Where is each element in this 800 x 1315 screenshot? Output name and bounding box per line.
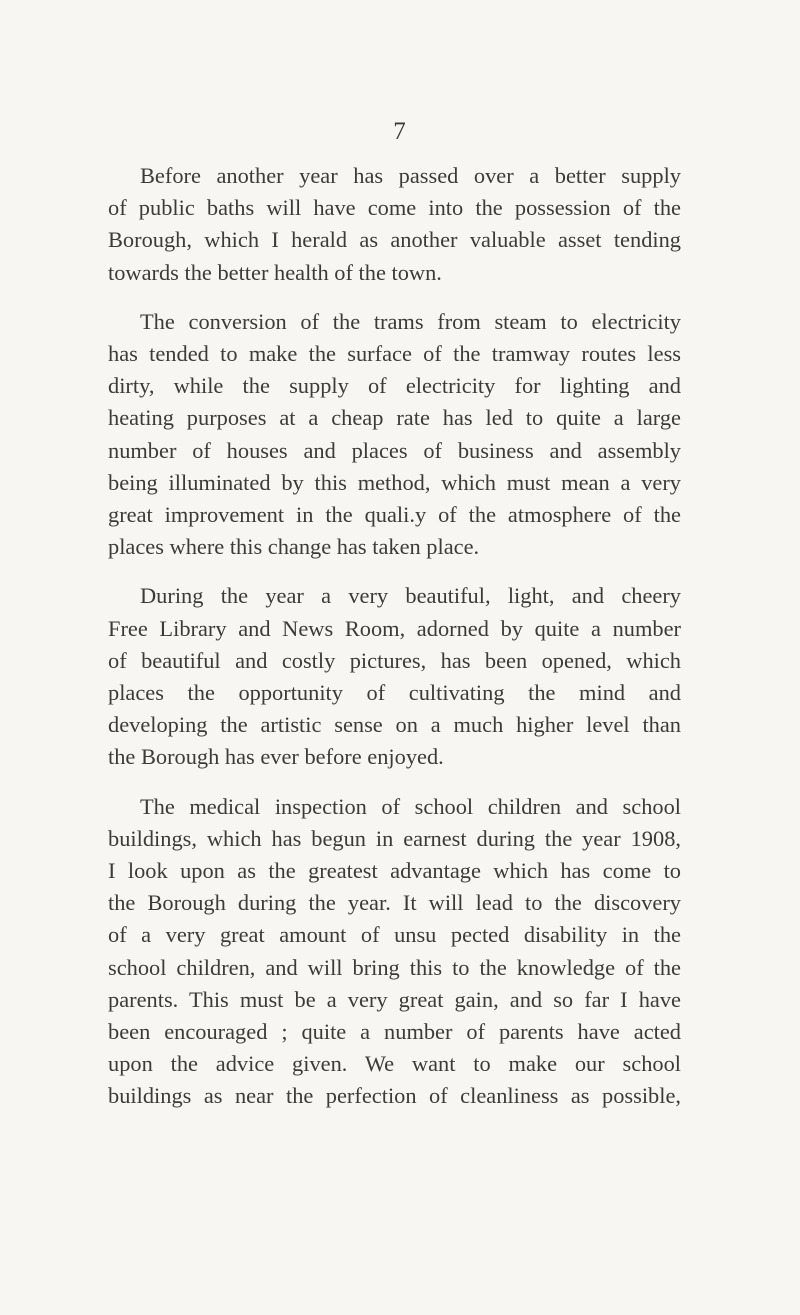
text-line: During the year a very beautiful, light, and cheery (140, 583, 681, 609)
paragraph-medical-inspection (108, 791, 681, 1113)
text-line: Before another year has passed over a better supply (140, 163, 681, 188)
text-line: places where this change has taken place. (108, 534, 480, 560)
text-line: great improvement in the quali.y of the atmosphere of the (108, 502, 681, 528)
text-line: been encouraged ; quite a number of parents have acted (108, 1019, 681, 1045)
page-number: 7 (393, 118, 407, 145)
text-line: school children, and will bring this to the knowledge of the (108, 954, 681, 980)
text-line: places the opportunity of cultivating the mind and (108, 680, 681, 706)
text-line: number of houses and places of business and assembly (108, 437, 681, 463)
text-line: of beautiful and costly pictures, has been opened, which (108, 647, 681, 673)
text-line: The conversion of the trams from steam to electricity (140, 308, 681, 334)
text-line: has tended to make the surface of the tramway routes less (108, 341, 681, 367)
text-line: towards the better health of the town. (108, 259, 442, 285)
text-line: being illuminated by this method, which must mean a very (108, 469, 681, 495)
body-text (108, 160, 681, 1113)
text-line: buildings as near the perfection of cleanliness as possible, (108, 1083, 681, 1109)
text-line: Free Library and News Room, adorned by quite a number (108, 615, 681, 641)
text-line: heating purposes at a cheap rate has led to quite a large (108, 405, 681, 431)
text-line: Borough, which I herald as another valuable asset tending (108, 227, 681, 253)
text-line: I look upon as the greatest advantage which has come to (108, 858, 681, 884)
text-line: buildings, which has begun in earnest during the year 1908, (108, 825, 681, 851)
text-line: The medical inspection of school children and school (140, 793, 681, 819)
text-line: the Borough has ever before enjoyed. (108, 744, 444, 770)
paragraph-free-library (108, 580, 681, 773)
paragraph-public-baths (108, 160, 681, 289)
text-line: upon the advice given. We want to make our school (108, 1051, 681, 1077)
text-line: dirty, while the supply of electricity for lighting and (108, 373, 681, 399)
text-line: of a very great amount of unsu pected disability in the (108, 922, 681, 948)
text-line: the Borough during the year. It will lead to the discovery (108, 890, 681, 916)
text-line: parents. This must be a very great gain, and so far I have (108, 986, 681, 1012)
text-line: developing the artistic sense on a much higher level than (108, 712, 681, 738)
text-line: of public baths will have come into the possession of the (108, 195, 681, 221)
paragraph-trams-electricity (108, 306, 681, 564)
